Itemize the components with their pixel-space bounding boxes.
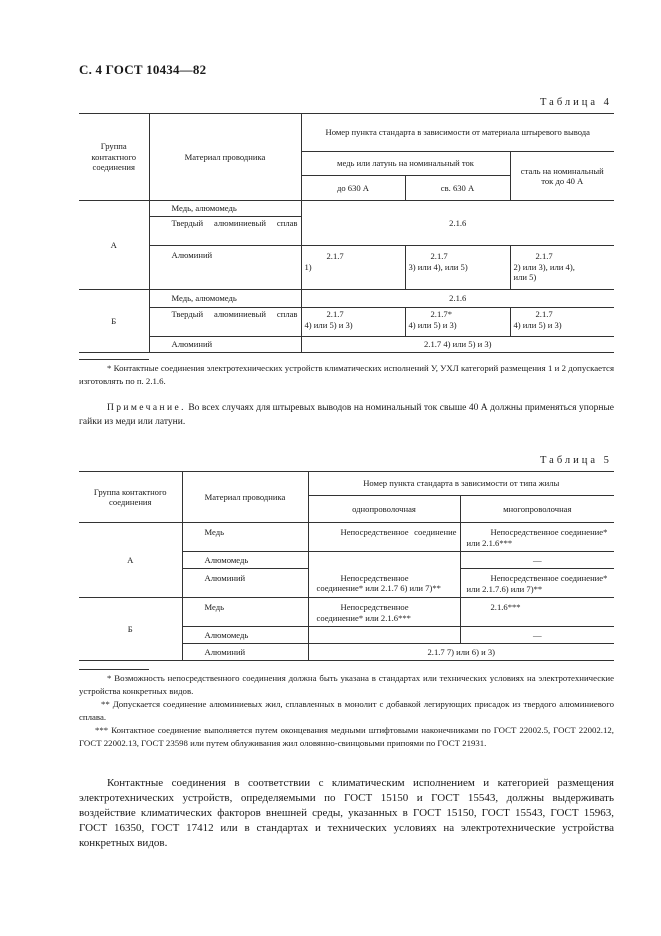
t4-header-steel: сталь на номинальный ток до 40 А [510, 152, 614, 201]
t5-a-r1-c2: Непосредственное соединение* или 2.1.6*** [460, 523, 614, 552]
t5-header-point-number: Номер пункта стандарта в зависимости от типа жилы [308, 472, 614, 496]
t4-footnote-rule [79, 359, 149, 360]
t4-footnote: * Контактные соединения электротехнических устройств климатических исполнений У, УХЛ категорий размещения 1 и 2 допускается изготовлять по п. 2.1.6. [79, 363, 614, 386]
t5-a-material-1: Медь [182, 523, 308, 552]
t5-header-material: Материал проводника [182, 472, 308, 523]
t4-a-material-3: Алюминий [149, 246, 301, 290]
t5-footnote-1: * Возможность непосредственного соединения должна быть указана в стандартах или технических условиях на электротехнические устройства конкретных видов. [79, 673, 614, 696]
t4-a-rows12-value: 2.1.6 [301, 201, 614, 246]
t4-header-point-number: Номер пункта стандарта в зависимости от материала штыревого вывода [301, 114, 614, 152]
t5-a-r2-c2: — [460, 552, 614, 569]
t5-b-r3-value: 2.1.7 7) или 6) и 3) [308, 644, 614, 661]
t4-b-material-2: Твердый алюминиевый сплав [149, 308, 301, 337]
table4-caption: Таблица 4 [540, 97, 612, 108]
t4-b-material-3: Алюминий [149, 337, 301, 353]
t4-note-text: Во всех случаях для штыревых выводов на номинальный ток свыше 40 А должны применяться упорные гайки из меди или латуни. [79, 403, 615, 427]
t4-a-material-2: Твердый алюминиевый сплав [149, 217, 301, 246]
t4-b-r2-c3: 2.1.7 4) или 5) и 3) [510, 308, 614, 337]
t5-group-a-label: А [79, 523, 182, 598]
table5 [79, 471, 614, 661]
t4-header-over630: св. 630 А [405, 176, 510, 201]
t4-group-b-label: Б [79, 290, 149, 353]
t5-b-r1-c1: Непосредственное соединение* или 2.1.6*** [308, 598, 460, 627]
t4-note [79, 401, 614, 429]
t5-b-material-3: Алюминий [182, 644, 308, 661]
t5-a-material-2: Алюмомедь [182, 552, 308, 569]
t4-header-upto630: до 630 А [301, 176, 405, 201]
t4-b-r1-value: 2.1.6 [301, 290, 614, 308]
t5-a-material-3: Алюминий [182, 569, 308, 598]
t5-a-r1-c1: Непосредственное соединение [308, 523, 460, 552]
t5-header-multi: многопроволочная [460, 496, 614, 523]
t4-note-label: Примечание. [107, 403, 186, 413]
t5-footnote-3: *** Контактное соединение выполняется путем оконцевания медными штифтовыми наконечниками по ГОСТ 22002.5, ГОСТ 22002.12, ГОСТ 22002.13, ГОСТ 23598 или путем облуживания жил оловянно-свинцовыми припоями по ГОСТ 21931. [79, 725, 614, 748]
t4-a-r3-c3: 2.1.7 2) или 3), или 4), или 5) [510, 246, 614, 290]
t5-header-group: Группа контактного соединения [79, 472, 182, 523]
t4-header-material: Материал проводника [149, 114, 301, 201]
t5-group-b-label: Б [79, 598, 182, 661]
t4-header-copper-brass: медь или латунь на номинальный ток [301, 152, 510, 176]
t4-b-r2-c2: 2.1.7* 4) или 5) и 3) [405, 308, 510, 337]
t5-footnote-rule [79, 669, 149, 670]
t5-b-material-1: Медь [182, 598, 308, 627]
table4 [79, 113, 614, 353]
t4-a-r3-c2: 2.1.7 3) или 4), или 5) [405, 246, 510, 290]
t4-b-r2-c1: 2.1.7 4) или 5) и 3) [301, 308, 405, 337]
t5-a-r3-c2: Непосредственное соединение* или 2.1.7.6) или 7)** [460, 569, 614, 598]
table5-caption: Таблица 5 [540, 455, 612, 466]
t4-a-r3-c1: 2.1.7 1) [301, 246, 405, 290]
t4-header-group: Группа контактного соединения [79, 114, 149, 201]
t4-group-a-label: А [79, 201, 149, 290]
t4-b-r3-value: 2.1.7 4) или 5) и 3) [301, 337, 614, 353]
t5-b-material-2: Алюмомедь [182, 627, 308, 644]
t5-b-r2-c1 [308, 627, 460, 644]
t4-b-material-1: Медь, алюмомедь [149, 290, 301, 308]
page-header: С. 4 ГОСТ 10434—82 [79, 62, 207, 77]
closing-paragraph: Контактные соединения в соответствии с климатическим исполнением и категорией размещения электротехнических устройств, определяемыми по ГОСТ 15150 и ГОСТ 15543, должны выдерживать воздействие климатических факторов внешней среды, указанных в ГОСТ 15150, ГОСТ 15543, ГОСТ 15963, ГОСТ 16350, ГОСТ 17412 или в стандартах и технических условиях на электротехнические устройства конкретных видов. [79, 777, 614, 849]
t5-header-single: однопроволочная [308, 496, 460, 523]
t5-b-r1-c2: 2.1.6*** [460, 598, 614, 627]
t4-a-material-1: Медь, алюмомедь [149, 201, 301, 217]
t5-a-r3-c1: Непосредственное соединение* или 2.1.7 6) или 7)** [308, 569, 460, 598]
t5-a-r2-c1 [308, 552, 460, 569]
t5-b-r2-c2: — [460, 627, 614, 644]
t5-footnote-2: ** Допускается соединение алюминиевых жил, сплавленных в монолит с добавкой легирующих присадок из твердого алюминиевого сплава. [79, 699, 614, 722]
